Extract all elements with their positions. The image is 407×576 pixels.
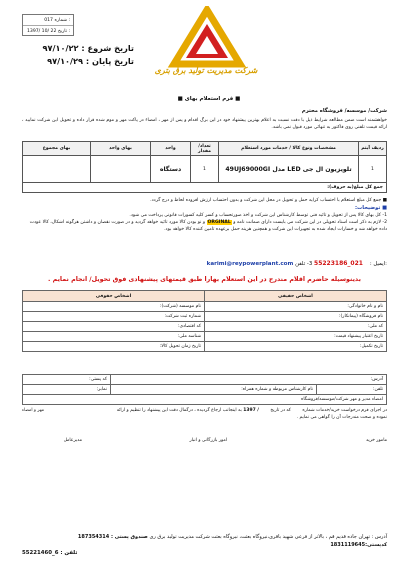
note-1: 1- کل بهای کالا پس از تحویل و تائید فنی توسط کارشناس این شرکت و اخذ صورتحساب و کسر کلیه کسورات قانونی پرداخت می شود. — [129, 213, 387, 219]
commitment-statement: بدینوسیله حاضرم اقلام مندرج در این استعلام بهارا طبق قیمتهای پیشنهادی فوق تحویل/ انجام نمایم . — [48, 276, 361, 283]
contact-email[interactable]: karimi@reypowerplant.com — [206, 261, 294, 267]
vendor-legal-field[interactable]: کد اقتصادی: — [23, 322, 205, 332]
buyer-signature: مامور خرید — [366, 438, 387, 443]
company-logo-icon — [152, 6, 262, 90]
note-2: 2- لازم به ذکر است اسناد تحویلی در این شرکت می بایست دارای ضمانت نامه و ORGINAL و نو بودن کالا مورد تائید خواهد گردید و در صورت نقصان و داشتن هرگونه اشکال، کالا عودت داده خواهد شد و خسارات ایجاد شده به تجهیزات این شرکت و همچنین هزینه حمل برعهده تامین کننده کالا خواهد بود. — [29, 220, 387, 233]
email-label: ایمیل : — [369, 261, 386, 267]
company-name: شرکت مدیریت تولید برق بتری — [154, 66, 258, 75]
vendor-legal-field[interactable]: نام موسسه (شرکت): — [23, 302, 205, 312]
contact-line — [22, 260, 387, 267]
vendor-real-field[interactable]: نام و نام خانوادگی: — [205, 302, 387, 312]
fax-field[interactable]: نمابر: — [23, 385, 111, 395]
expert-field[interactable]: نام کارشناس مربوطه و شماره همراه: — [111, 385, 317, 395]
vendor-real-field[interactable]: کد ملی: — [205, 322, 387, 332]
footer-address: آدرس : تهران جاده قدیم قم ، بالاتر از فرعی شهید باقری،نیروگاه بعثت، نیروگاه بعثت شرکت مدیریت تولید برق ری صندوق پستی : 187354314 کدپستی:1831119645 — [77, 534, 387, 548]
footer — [22, 533, 387, 558]
real-persons-header: اشخاص حقیقی — [205, 291, 387, 302]
phone-field[interactable]: تلفن: — [317, 385, 387, 395]
reference-number: 017 شماره : — [23, 15, 73, 26]
stamp-hint: مهر و امضاء — [22, 408, 45, 413]
row-unit: دستگاه — [151, 156, 191, 183]
contact-phone: 021_55223186 — [314, 260, 363, 267]
vendor-legal-field[interactable]: تاریخ زمان تحویل کالا: — [23, 342, 205, 352]
items-table — [22, 141, 387, 193]
address-table — [22, 374, 387, 405]
vendor-legal-field[interactable]: شناسه ملی: — [23, 332, 205, 342]
table-row — [23, 312, 387, 322]
row-index: 1 — [359, 156, 387, 183]
legal-persons-header: اشخاص حقوقی — [23, 291, 205, 302]
notes-title: ■ توضیحات: — [354, 205, 387, 212]
total-in-words[interactable]: جمع کل مبلغ(به حروف): — [23, 183, 387, 193]
reference-box — [22, 14, 74, 36]
signatures — [22, 438, 387, 450]
col-unit: واحد — [151, 142, 191, 156]
greeting: شرکت/ موسسه/ فروشگاه محترم — [301, 108, 387, 114]
table-row — [23, 332, 387, 342]
warehouse-signature: امور بازرگانی و انبار — [189, 438, 227, 443]
col-total: بهای مجموع — [23, 142, 91, 156]
col-quantity: تعداد/ مقدار — [191, 142, 219, 156]
table-row — [23, 322, 387, 332]
note-pre: ■ جمع کل مبلغ استعلام با احتساب کرایه حمل و تحویل در محل این شرکت و بدون احتساب ارزش افزوده لحاظ و درج گردد. — [150, 198, 387, 203]
vendor-legal-field[interactable]: شماره ثبت شرکت: — [23, 312, 205, 322]
form-title: ■ فرم استعلام بهای ■ — [177, 96, 241, 102]
table-row — [23, 302, 387, 312]
reference-date: 1397/ 10/ 22 تاریخ : — [26, 29, 70, 34]
row-unit-price[interactable] — [91, 156, 151, 183]
manager-signature: مدیرعامل — [63, 438, 82, 443]
declaration — [22, 408, 387, 422]
row-description: تلویزیون ال جی LED مدل 49UJ69000GI — [219, 156, 359, 183]
vendor-real-field[interactable]: تاریخ اعتبار پیشنهاد قیمت: — [205, 332, 387, 342]
col-unit-price: بهای واحد — [91, 142, 151, 156]
row-quantity: 1 — [191, 156, 219, 183]
table-row — [23, 156, 387, 183]
declaration-line-2: نموده و صحت مندرجات آن را گواهی می نمایم . — [296, 414, 387, 420]
vendor-info-table — [22, 290, 387, 352]
signature-field[interactable]: امضاء مدیر و مهر شرکت/موسسه/فروشگاه — [23, 395, 387, 405]
intro-text: خواهشمند است ضمن مطالعه شرایط ذیل با دقت نسبت به اعلام بهترین پیشنهاد خود در این برگ اقدام و پس از مهر ، امضاء در پاکت مهر و موم شده قرار داده و تحویل این شرکت نمایید ، ارائه قیمت تلفنی روی فاکتور به تنهائی مورد قبول نمی باشد. — [22, 118, 387, 130]
vendor-real-field[interactable]: نام فروشگاه (پیمانکار): — [205, 312, 387, 322]
row-total[interactable] — [23, 156, 91, 183]
postal-code-field[interactable]: کد پستی: — [23, 375, 111, 385]
col-description: مشخصات ونوع کالا / خدمات مورد استعلام — [219, 142, 359, 156]
notes — [22, 197, 387, 234]
start-date: تاریخ شروع : ۹۷/۱۰/۲۲ — [42, 43, 134, 53]
col-index: ردیف آیتم — [359, 142, 387, 156]
phone-label: 3- تلفن: — [295, 261, 387, 267]
footer-phone: تلفن : 6_55221460 — [22, 550, 78, 556]
table-row — [23, 342, 387, 352]
inquiry-dates — [22, 42, 134, 68]
declaration-line-1: در اجرای فرم درخواست خرید/خدمات شماره که در تاریخ / 1397 به اینجانب ارجاع گردیده ، درگمال دقت این پیشنهاد را تنظیم و ارائه — [116, 408, 387, 413]
address-field[interactable]: آدرس: — [111, 375, 387, 385]
end-date: تاریخ پایان : ۹۷/۱۰/۲۹ — [47, 56, 134, 66]
original-highlight: ORGINAL — [207, 220, 231, 226]
vendor-real-field[interactable]: تاریخ تکمیل: — [205, 342, 387, 352]
